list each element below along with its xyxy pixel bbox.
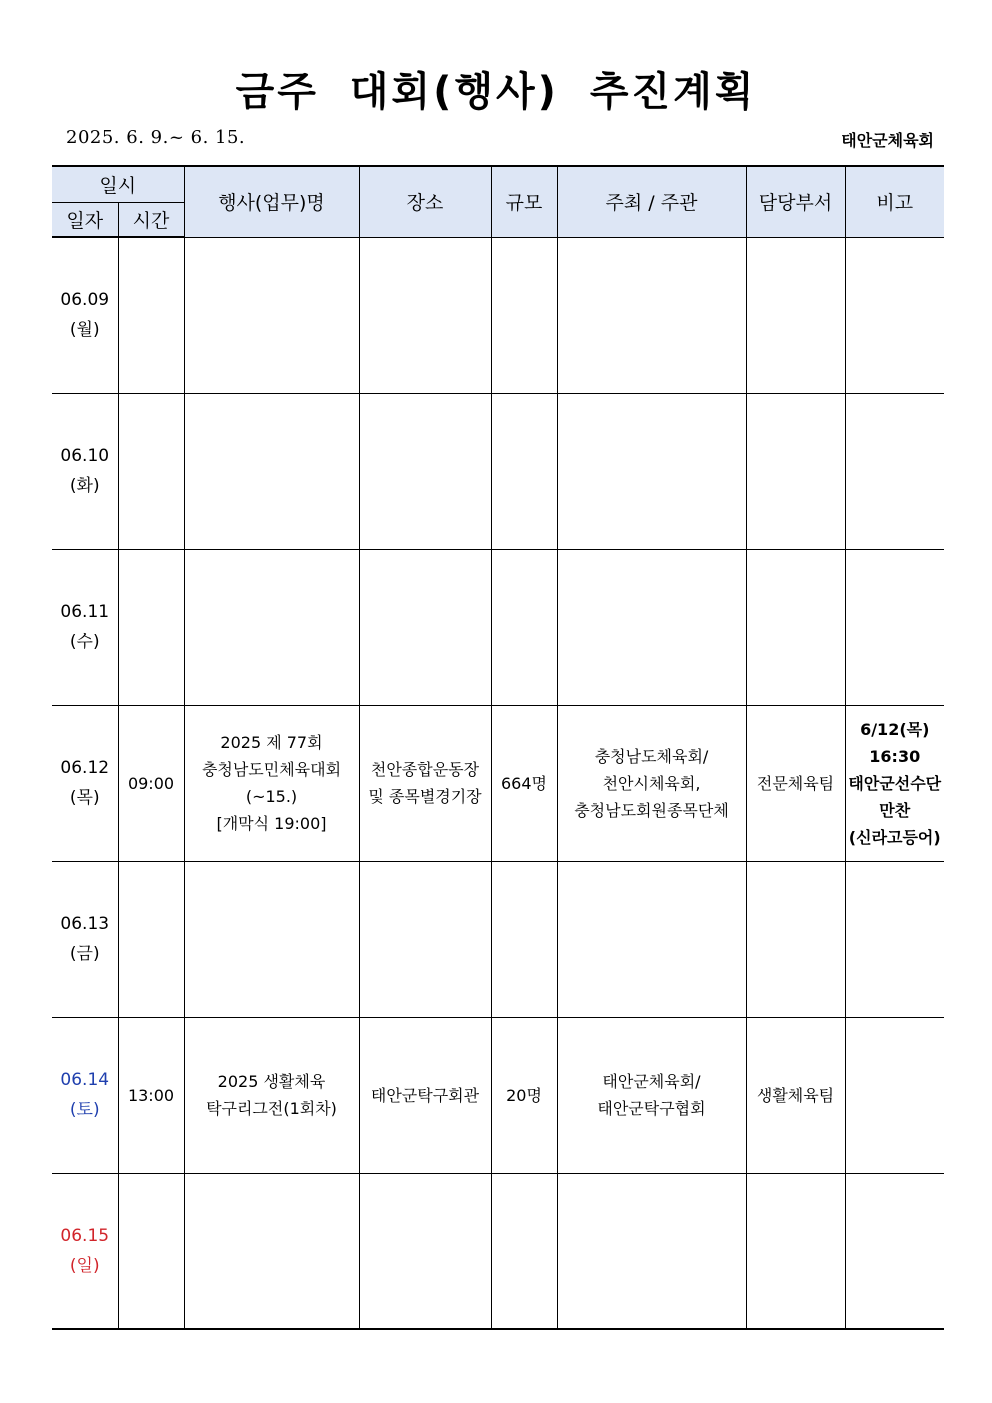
cell-host: [557, 1017, 746, 1173]
table-row: [52, 393, 944, 549]
organization-name: 태안군체육회: [841, 131, 934, 150]
weekday-label: (목): [69, 788, 100, 808]
cell-scale: [491, 1173, 557, 1329]
table-row: [52, 861, 944, 1017]
cell-time: 09:00: [118, 705, 184, 861]
cell-time: [118, 393, 184, 549]
event-line: 2025 생활체육: [217, 1072, 326, 1091]
cell-host: [557, 393, 746, 549]
weekday-label: (일): [69, 1255, 100, 1276]
cell-scale: 664명: [491, 705, 557, 861]
weekday-label: (수): [69, 632, 100, 652]
event-line: (~15.): [245, 787, 298, 806]
cell-event: [184, 705, 359, 861]
cell-note: [845, 237, 944, 393]
date-value: 06.09: [60, 290, 110, 311]
event-plan-table: [52, 165, 944, 1330]
cell-venue: [359, 237, 491, 393]
table-row: [52, 549, 944, 705]
date-range: 2025. 6. 9.~ 6. 15.: [66, 127, 246, 148]
cell-scale: 20명: [491, 1017, 557, 1173]
cell-time: [118, 237, 184, 393]
cell-note: [845, 549, 944, 705]
cell-scale: [491, 549, 557, 705]
cell-dept: [746, 549, 845, 705]
date-value: 06.13: [60, 914, 110, 934]
cell-date: [52, 237, 118, 393]
cell-event: [184, 393, 359, 549]
cell-event: [184, 1017, 359, 1173]
cell-event: [184, 1173, 359, 1329]
host-line: 충청남도체육회/: [594, 746, 709, 766]
weekday-label: (화): [69, 476, 100, 496]
header-time: 시간: [118, 202, 184, 237]
header-note: 비고: [845, 166, 944, 237]
event-line: [개막식 19:00]: [216, 814, 327, 833]
cell-time: [118, 549, 184, 705]
cell-time: 13:00: [118, 1017, 184, 1173]
header-event: 행사(업무)명: [184, 166, 359, 237]
cell-venue: [359, 1017, 491, 1173]
note-line: 만찬: [879, 800, 911, 820]
cell-venue: [359, 1173, 491, 1329]
cell-time: [118, 1173, 184, 1329]
cell-note: [845, 861, 944, 1017]
note-line: (신라고등어): [848, 827, 941, 847]
cell-date: [52, 1173, 118, 1329]
cell-event: [184, 549, 359, 705]
weekday-label: (토): [69, 1100, 100, 1120]
cell-dept: [746, 237, 845, 393]
cell-host: [557, 705, 746, 861]
header-host: 주최 / 주관: [557, 166, 746, 237]
cell-venue: [359, 705, 491, 861]
cell-scale: [491, 861, 557, 1017]
table-row: [52, 237, 944, 393]
date-value: 06.15: [60, 1225, 110, 1246]
cell-event: [184, 861, 359, 1017]
header-date: 일자: [52, 202, 118, 237]
cell-host: [557, 549, 746, 705]
note-line: 태안군선수단: [848, 773, 942, 793]
cell-time: [118, 861, 184, 1017]
table-row: [52, 705, 944, 861]
venue-line: 태안군탁구회관: [370, 1085, 480, 1105]
host-line: 천안시체육회,: [602, 773, 701, 793]
header-venue: 장소: [359, 166, 491, 237]
date-value: 06.10: [60, 446, 110, 466]
venue-line: 천안종합운동장: [370, 760, 480, 779]
header-scale: 규모: [491, 166, 557, 237]
cell-dept: 생활체육팀: [746, 1017, 845, 1173]
host-line: 태안군탁구협회: [597, 1099, 706, 1118]
event-line: 탁구리그전(1회차): [206, 1099, 337, 1118]
cell-dept: [746, 861, 845, 1017]
cell-host: [557, 237, 746, 393]
host-line: 충청남도회원종목단체: [574, 800, 729, 820]
header-datetime: 일시: [52, 166, 184, 202]
date-value: 06.14: [60, 1070, 110, 1090]
page-title: 금주 대회(행사) 추진계획: [235, 69, 757, 115]
note-line: 16:30: [869, 746, 921, 766]
cell-event: [184, 237, 359, 393]
cell-venue: [359, 549, 491, 705]
event-line: 2025 제 77회: [220, 733, 323, 752]
table-row: [52, 1017, 944, 1173]
cell-date: [52, 549, 118, 705]
cell-scale: [491, 393, 557, 549]
host-line: 태안군체육회/: [602, 1072, 701, 1091]
cell-date: [52, 705, 118, 861]
cell-dept: 전문체육팀: [746, 705, 845, 861]
weekday-label: (금): [69, 944, 100, 964]
cell-note: [845, 1017, 944, 1173]
cell-note: [845, 1173, 944, 1329]
cell-note: [845, 705, 944, 861]
cell-date: [52, 1017, 118, 1173]
cell-dept: [746, 393, 845, 549]
date-value: 06.12: [60, 758, 110, 778]
cell-venue: [359, 861, 491, 1017]
header-dept: 담당부서: [746, 166, 845, 237]
venue-line: 및 종목별경기장: [368, 787, 482, 806]
cell-note: [845, 393, 944, 549]
cell-host: [557, 1173, 746, 1329]
note-line: 6/12(목): [860, 719, 930, 739]
event-line: 충청남도민체육대회: [201, 760, 342, 779]
cell-scale: [491, 237, 557, 393]
cell-dept: [746, 1173, 845, 1329]
cell-date: [52, 861, 118, 1017]
date-value: 06.11: [60, 602, 110, 622]
cell-venue: [359, 393, 491, 549]
weekday-label: (월): [69, 320, 100, 341]
table-row: [52, 1173, 944, 1329]
cell-date: [52, 393, 118, 549]
cell-host: [557, 861, 746, 1017]
